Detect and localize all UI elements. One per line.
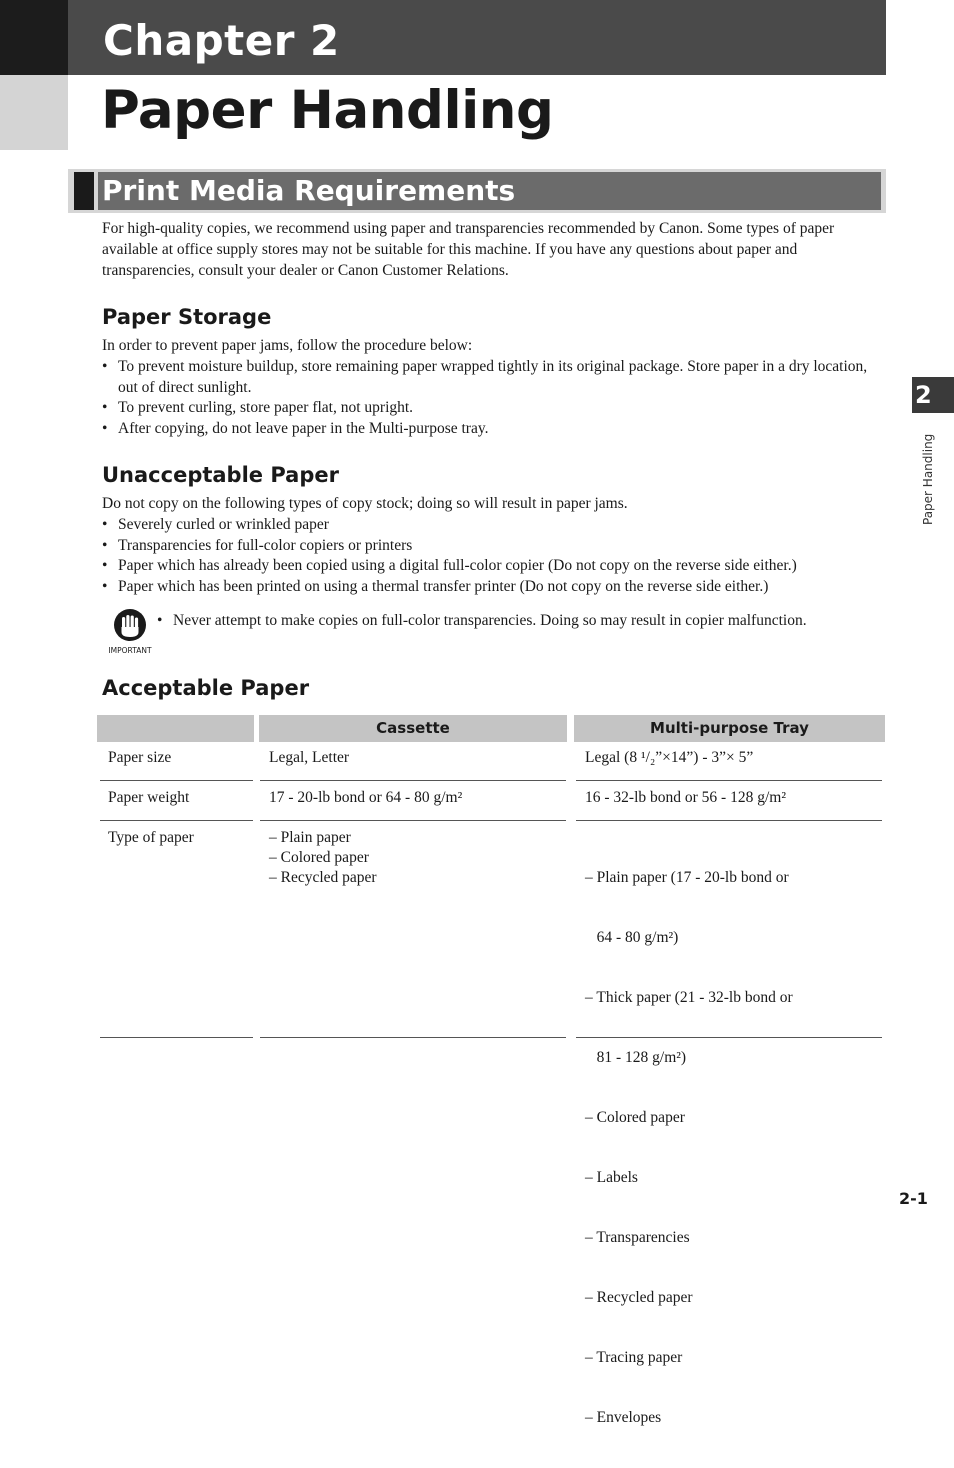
- table-rule: [576, 1037, 882, 1038]
- cell-cassette-weight: 17 - 20-lb bond or 64 - 80 g/m²: [269, 789, 463, 806]
- chapter-side-tab: 2: [912, 377, 954, 413]
- important-note: [157, 611, 887, 632]
- cell-mp-weight: 16 - 32-lb bond or 56 - 128 g/m²: [585, 789, 786, 806]
- cell-mp-size: Legal (8 ¹/₂”×14”) - 3”× 5”: [585, 749, 754, 766]
- list-item: – Transparencies: [585, 1229, 690, 1246]
- list-item: – Recycled paper: [269, 869, 377, 886]
- paper-storage-list: [102, 357, 888, 440]
- table-rule: [100, 780, 253, 781]
- important-hand-icon: [107, 607, 153, 657]
- list-item: 81 - 128 g/m²): [585, 1049, 687, 1066]
- important-label: IMPORTANT: [108, 646, 152, 655]
- table-rule: [576, 780, 882, 781]
- list-item: – Colored paper: [269, 849, 369, 866]
- cell-mp-types: [585, 828, 793, 1468]
- unacceptable-paper-lead: Do not copy on the following types of copy stock; doing so will result in paper jams.: [102, 495, 628, 512]
- cell-cassette-types: [269, 828, 377, 888]
- paper-storage-heading: Paper Storage: [102, 305, 272, 329]
- table-rule: [260, 780, 566, 781]
- row-label-paper-size: Paper size: [108, 749, 172, 766]
- unacceptable-paper-heading: Unacceptable Paper: [102, 463, 339, 487]
- table-header-blank: [97, 715, 254, 742]
- table-header-cassette: Cassette: [259, 715, 567, 742]
- list-item: – Labels: [585, 1169, 638, 1186]
- list-item: 64 - 80 g/m²): [585, 929, 679, 946]
- paper-storage-block: [102, 336, 888, 440]
- list-item: • Severely curled or wrinkled paper: [102, 515, 888, 536]
- list-item: – Plain paper: [269, 829, 351, 846]
- section-marker: [74, 172, 94, 210]
- chapter-title: Paper Handling: [101, 80, 554, 141]
- table-rule: [576, 820, 882, 821]
- table-header-mp-tray: Multi-purpose Tray: [574, 715, 885, 742]
- list-item: • Paper which has already been copied using a digital full-color copier (Do not copy on the reverse side either.): [102, 556, 888, 577]
- list-item: • To prevent moisture buildup, store remaining paper wrapped tightly in its original package. Store paper in a dry location, out of direct sunlight.: [102, 357, 888, 399]
- list-item: • After copying, do not leave paper in the Multi-purpose tray.: [102, 419, 888, 440]
- list-item: – Tracing paper: [585, 1349, 683, 1366]
- important-note-text: • Never attempt to make copies on full-color transparencies. Doing so may result in copier malfunction.: [157, 611, 887, 632]
- list-item: – Envelopes: [585, 1409, 662, 1426]
- cell-cassette-size: Legal, Letter: [269, 749, 350, 766]
- table-rule: [260, 1037, 566, 1038]
- paper-storage-lead: In order to prevent paper jams, follow the procedure below:: [102, 337, 473, 354]
- list-item: • Paper which has been printed on using a thermal transfer printer (Do not copy on the reverse side either.): [102, 577, 888, 598]
- table-rule: [260, 820, 566, 821]
- acceptable-paper-heading: Acceptable Paper: [102, 676, 310, 700]
- side-tab-label: Paper Handling: [921, 433, 935, 525]
- header-light-block: [0, 75, 68, 150]
- list-item: • To prevent curling, store paper flat, not upright.: [102, 398, 888, 419]
- list-item: • Transparencies for full-color copiers or printers: [102, 536, 888, 557]
- list-item: – Plain paper (17 - 20-lb bond or: [585, 869, 789, 886]
- header-black-block: [0, 0, 68, 75]
- section-intro: For high-quality copies, we recommend using paper and transparencies recommended by Canon. Some types of paper available at office supply stores may not be suitable for this machine. If you have any questions about paper and transparencies, consult your dealer or Canon Customer Relations.: [102, 220, 835, 279]
- table-rule: [100, 1037, 253, 1038]
- table-rule: [100, 820, 253, 821]
- list-item: – Recycled paper: [585, 1289, 693, 1306]
- list-item: – Thick paper (21 - 32-lb bond or: [585, 989, 793, 1006]
- row-label-type-of-paper: Type of paper: [108, 829, 194, 846]
- unacceptable-paper-block: [102, 494, 888, 598]
- chapter-label: Chapter 2: [103, 16, 340, 65]
- row-label-paper-weight: Paper weight: [108, 789, 190, 806]
- section-title: Print Media Requirements: [102, 174, 516, 207]
- page-number: 2-1: [899, 1189, 928, 1208]
- unacceptable-paper-list: [102, 515, 888, 598]
- list-item: – Colored paper: [585, 1109, 685, 1126]
